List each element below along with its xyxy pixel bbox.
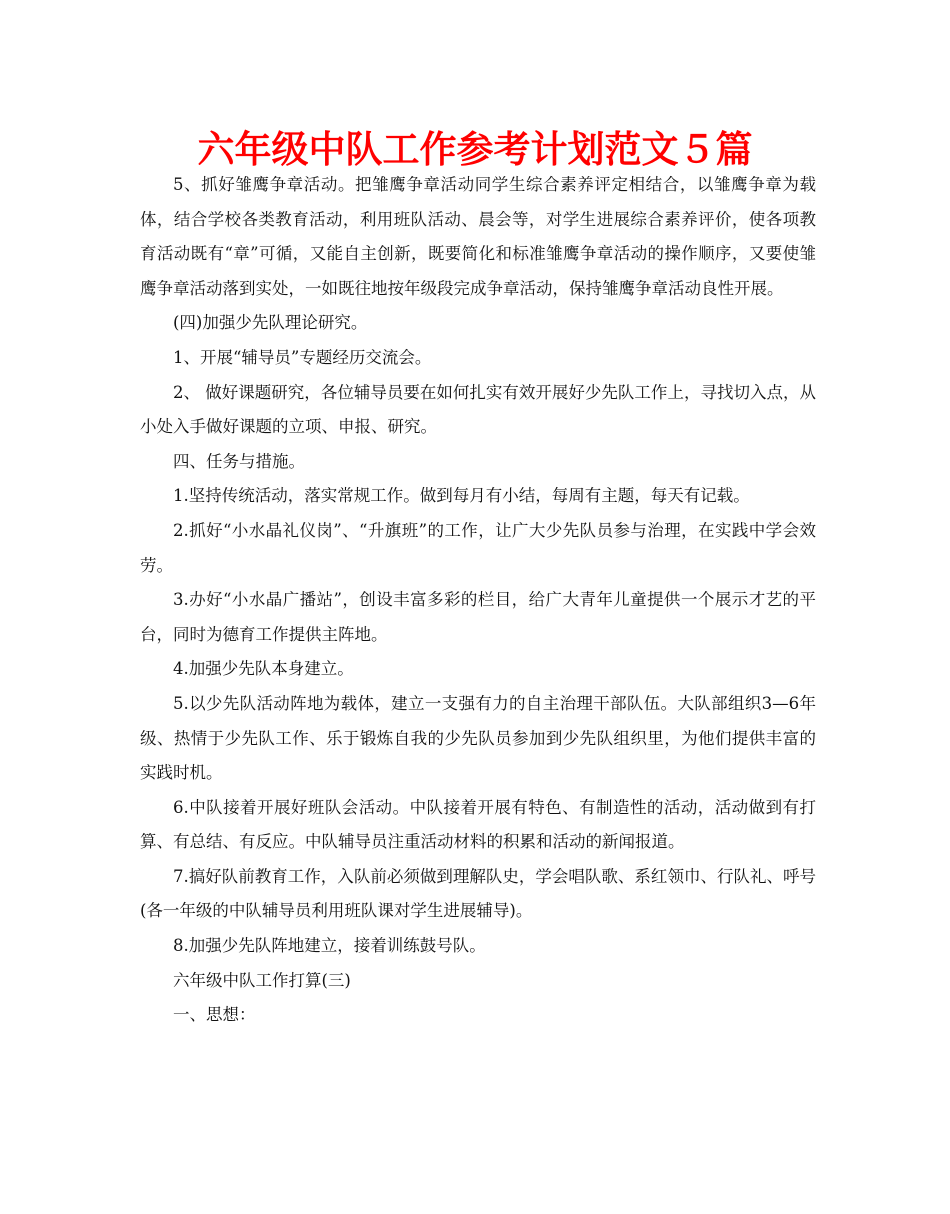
document-body	[140, 168, 816, 1033]
paragraph: 8.加强少先队阵地建立，接着训练鼓号队。	[173, 936, 486, 956]
paragraph: 5.以少先队活动阵地为载体，建立一支强有力的自主治理干部队伍。大队部组织3—6年级、热情于少先队工作、乐于锻炼自我的少先队员参加到少先队组织里，为他们提供丰富的实践时机。	[140, 693, 816, 783]
paragraph: 1、开展“辅导员”专题经历交流会。	[173, 347, 432, 367]
paragraph: 四、任务与措施。	[173, 451, 305, 471]
paragraph: 7.搞好队前教育工作，入队前必须做到理解队史，学会唱队歌、系红领巾、行队礼、呼号(各一年级的中队辅导员利用班队课对学生进展辅导)。	[140, 866, 816, 921]
document-title: 六年级中队工作参考计划范文５篇	[197, 128, 753, 171]
paragraph: 2.抓好“小水晶礼仪岗”、“升旗班”的工作，让广大少先队员参与治理，在实践中学会效劳。	[140, 520, 816, 575]
paragraph: 六年级中队工作打算(三)	[173, 970, 351, 990]
paragraph: 6.中队接着开展好班队会活动。中队接着开展有特色、有制造性的活动，活动做到有打算、有总结、有反应。中队辅导员注重活动材料的积累和活动的新闻报道。	[140, 797, 816, 852]
paragraph: 3.办好“小水晶广播站”，创设丰富多彩的栏目，给广大青年儿童提供一个展示才艺的平台，同时为德育工作提供主阵地。	[140, 590, 816, 644]
paragraph: (四)加强少先队理论研究。	[173, 313, 368, 333]
paragraph: 4.加强少先队本身建立。	[173, 659, 354, 679]
paragraph: 2、 做好课题研究，各位辅导员要在如何扎实有效开展好少先队工作上，寻找切入点，从小处入手做好课题的立项、申报、研究。	[140, 382, 816, 437]
paragraph: 1.坚持传统活动，落实常规工作。做到每月有小结，每周有主题，每天有记载。	[173, 486, 750, 506]
paragraph: 一、思想：	[173, 1005, 256, 1025]
paragraph: 5、抓好雏鹰争章活动。把雏鹰争章活动同学生综合素养评定相结合，以雏鹰争章为载体，结合学校各类教育活动，利用班队活动、晨会等，对学生进展综合素养评价，使各项教育活动既有“章”可循，又能自主创新，既要简化和标准雏鹰争章活动的操作顺序，又要使雏鹰争章活动落到实处，一如既往地按年级段完成争章活动，保持雏鹰争章活动良性开展。	[140, 175, 816, 298]
